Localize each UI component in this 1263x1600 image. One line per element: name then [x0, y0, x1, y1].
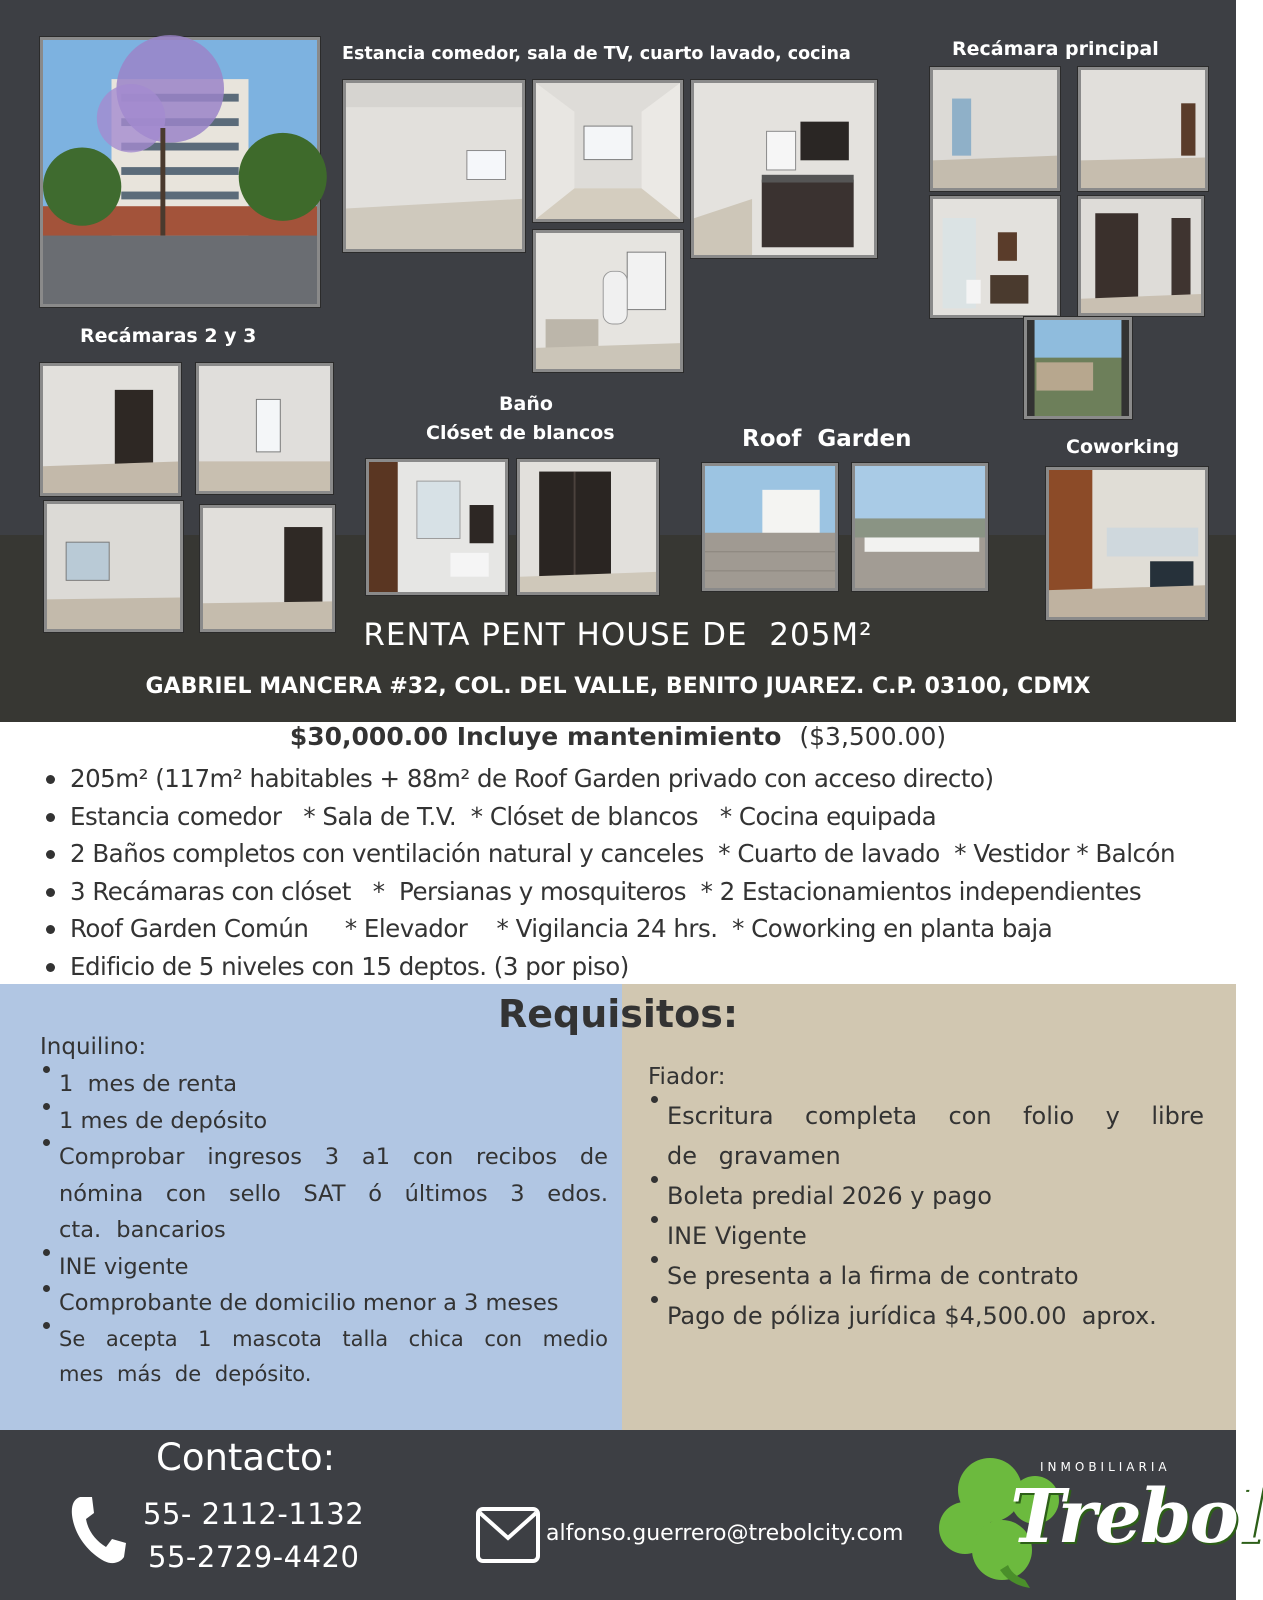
- tenant-requirement-item: 1 mes de renta: [40, 1066, 608, 1103]
- logo-trebol-text: Trebol: [1010, 1474, 1263, 1560]
- feature-item: 2 Baños completos con ventilación natural y canceles * Cuarto de lavado * Vestidor * Balcón: [42, 835, 1232, 873]
- photo-walk-in-closet: [1078, 196, 1204, 316]
- feature-list: [42, 760, 1232, 985]
- phone-icon: [68, 1493, 128, 1565]
- photo-coworking: [1046, 467, 1208, 620]
- photo-tv-room: [533, 80, 683, 222]
- tenant-requirements-list: [40, 1066, 608, 1392]
- photo-roof-garden-2: [852, 463, 988, 591]
- photo-master-bedroom-1: [930, 67, 1060, 191]
- guarantor-requirement-item: Escritura completa con folio y libre de gravamen: [648, 1096, 1204, 1176]
- label-coworking: Coworking: [1066, 436, 1180, 458]
- guarantor-requirements-list: [648, 1096, 1204, 1336]
- photo-bedroom-2a: [40, 363, 181, 496]
- phone-number-1[interactable]: 55- 2112-1132: [143, 1497, 365, 1531]
- tenant-heading: Inquilino:: [40, 1034, 147, 1060]
- photo-bedroom-3a: [44, 501, 183, 632]
- guarantor-heading: Fiador:: [648, 1064, 726, 1090]
- photo-living-room: [343, 80, 525, 252]
- phone-number-2[interactable]: 55-2729-4420: [148, 1540, 360, 1574]
- tenant-requirement-item: Se acepta 1 mascota talla chica con medio mes más de depósito.: [40, 1322, 608, 1392]
- email-address[interactable]: alfonso.guerrero@trebolcity.com: [546, 1521, 904, 1546]
- photo-bedroom-3b: [200, 505, 335, 632]
- contact-title: Contacto:: [156, 1436, 336, 1479]
- feature-item: 3 Recámaras con clóset * Persianas y mosquiteros * 2 Estacionamientos independientes: [42, 873, 1232, 911]
- email-icon: [475, 1506, 541, 1564]
- photo-laundry: [533, 230, 683, 372]
- label-estancia: Estancia comedor, sala de TV, cuarto lavado, cocina: [342, 44, 851, 64]
- listing-address: GABRIEL MANCERA #32, COL. DEL VALLE, BENITO JUAREZ. C.P. 03100, CDMX: [145, 674, 1091, 699]
- label-roof-garden: Roof Garden: [742, 426, 912, 452]
- requirements-title: Requisitos:: [497, 992, 739, 1036]
- guarantor-requirement-item: INE Vigente: [648, 1216, 1204, 1256]
- photo-linen-closet: [517, 459, 659, 595]
- logo-inmobiliaria-text: INMOBILIARIA: [1040, 1460, 1171, 1474]
- tenant-requirement-item: Comprobar ingresos 3 a1 con recibos de nómina con sello SAT ó últimos 3 edos. cta. bancarios: [40, 1139, 608, 1249]
- photo-master-bedroom-2: [1078, 67, 1208, 191]
- label-closet-blancos: Clóset de blancos: [426, 422, 615, 444]
- label-bano: Baño: [499, 393, 553, 415]
- price-line: [0, 722, 1236, 751]
- feature-item: Estancia comedor * Sala de T.V. * Clóset de blancos * Cocina equipada: [42, 798, 1232, 836]
- feature-item: Edificio de 5 niveles con 15 deptos. (3 por piso): [42, 948, 1232, 986]
- guarantor-requirement-item: Se presenta a la firma de contrato: [648, 1256, 1204, 1296]
- feature-item: 205m² (117m² habitables + 88m² de Roof Garden privado con acceso directo): [42, 760, 1232, 798]
- photo-master-bathroom: [930, 196, 1060, 318]
- tenant-requirement-item: Comprobante de domicilio menor a 3 meses: [40, 1285, 608, 1322]
- guarantor-requirement-item: Boleta predial 2026 y pago: [648, 1176, 1204, 1216]
- photo-kitchen: [691, 80, 877, 258]
- photo-bedroom-2b: [196, 363, 333, 494]
- photo-bathroom: [366, 459, 508, 595]
- tenant-requirement-item: INE vigente: [40, 1249, 608, 1286]
- photo-roof-garden-1: [702, 463, 838, 591]
- feature-item: Roof Garden Común * Elevador * Vigilancia 24 hrs. * Coworking en planta baja: [42, 910, 1232, 948]
- photo-building-exterior: [40, 37, 320, 307]
- label-recamara-principal: Recámara principal: [952, 38, 1159, 60]
- price-amount: $30,000.00 Incluye mantenimiento: [289, 722, 782, 751]
- label-recamaras-2-3: Recámaras 2 y 3: [80, 325, 257, 347]
- tenant-requirement-item: 1 mes de depósito: [40, 1103, 608, 1140]
- guarantor-requirement-item: Pago de póliza jurídica $4,500.00 aprox.: [648, 1296, 1204, 1336]
- listing-title: RENTA PENT HOUSE DE 205M²: [363, 617, 873, 653]
- maintenance-fee: ($3,500.00): [799, 722, 947, 751]
